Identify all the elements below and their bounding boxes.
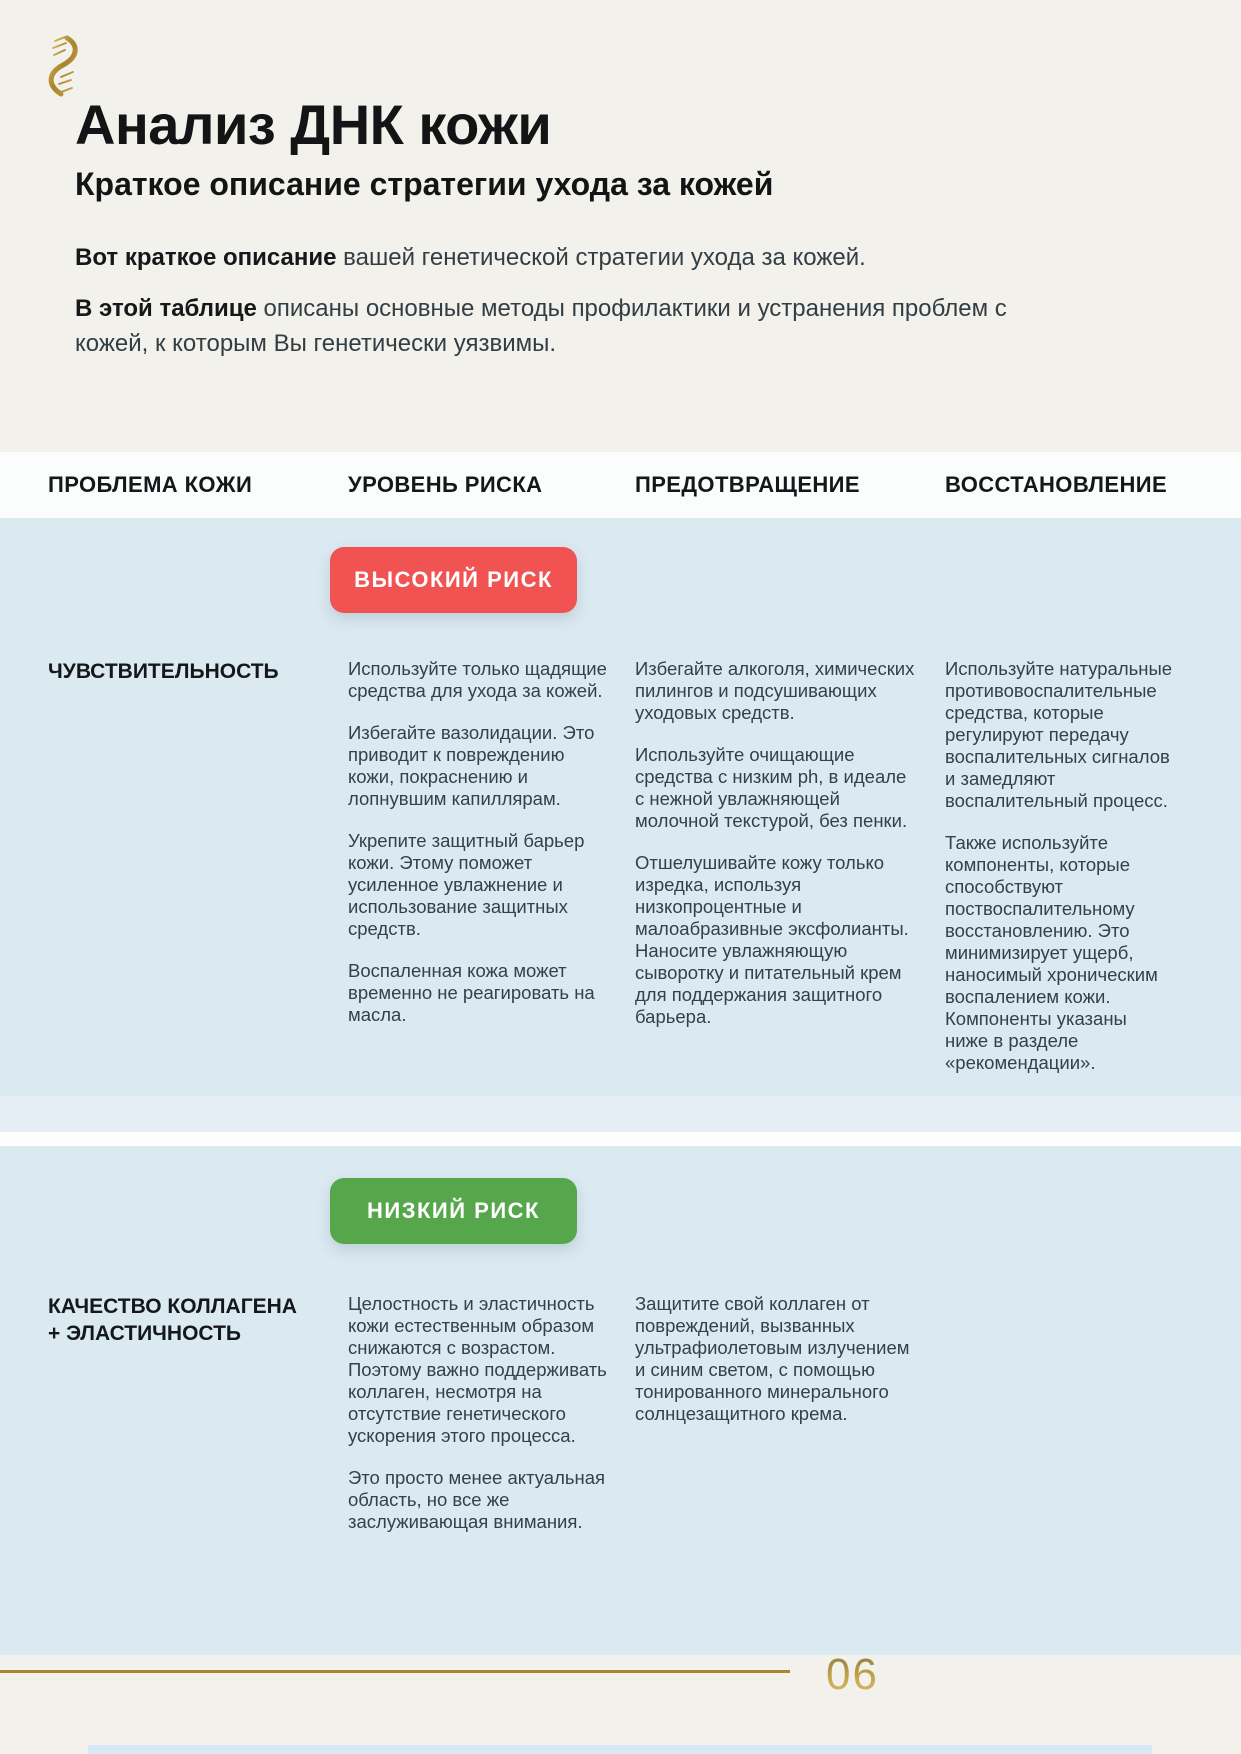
badge-row	[0, 518, 1241, 613]
advice-paragraph: Это просто менее актуальная область, но все же заслуживающая внимания.	[348, 1467, 606, 1532]
risk-advice-cell	[330, 658, 635, 1074]
intro-lead: В этой таблице	[75, 295, 257, 322]
risk-advice-cell	[330, 1293, 635, 1533]
table-row	[0, 1293, 1241, 1533]
advice-paragraph: Используйте только щадящие средства для ухода за кожей.	[348, 658, 607, 701]
section-divider-fade	[0, 1096, 1241, 1132]
column-header-recovery: ВОССТАНОВЛЕНИЕ	[945, 472, 1168, 497]
risk-badge-high	[330, 547, 577, 613]
recovery-paragraph: Также используйте компоненты, которые способствуют поствоспалительному восстановлению. Это минимизирует ущерб, наносимый хроническим воспалением кожи. Компоненты указаны ниже в разделе «рекомендации».	[945, 832, 1158, 1073]
prevention-paragraph: Избегайте алкоголя, химических пилингов и подсушивающих уходовых средств.	[635, 658, 915, 723]
risk-badge-low	[330, 1178, 577, 1244]
footer-gold-line	[0, 1670, 790, 1673]
column-header-prevention: ПРЕДОТВРАЩЕНИЕ	[635, 472, 860, 497]
column-header-problem: ПРОБЛЕМА КОЖИ	[48, 472, 253, 497]
recovery-paragraph: Используйте натуральные противовоспалительные средства, которые регулируют передачу воспалительных сигналов и замедляют воспалительный процесс.	[945, 658, 1173, 811]
advice-paragraph: Целостность и эластичность кожи естественным образом снижаются с возрастом. Поэтому важно поддерживать коллаген, несмотря на отсутствие генетического ускорения этого процесса.	[348, 1293, 607, 1446]
recovery-cell-empty	[945, 1293, 1201, 1533]
page-subtitle: Краткое описание стратегии ухода за кожей	[75, 166, 774, 202]
prevention-paragraph: Защитите свой коллаген от повреждений, вызванных ультрафиолетовым излучением и синим светом, с помощью тонированного минерального солнцезащитного крема.	[635, 1293, 910, 1424]
table-header-row	[0, 452, 1241, 518]
intro-rest: описаны основные методы профилактики и устранения проблем с кожей, к которым Вы генетически уязвимы.	[75, 295, 1007, 357]
advice-paragraph: Воспаленная кожа может временно не реагировать на масла.	[348, 960, 595, 1025]
page-number: 06	[826, 1650, 879, 1699]
risk-section-high	[0, 518, 1241, 1096]
page-title: Анализ ДНК кожи	[75, 93, 552, 156]
table-row	[0, 658, 1241, 1074]
section-gap	[0, 1132, 1241, 1146]
risk-badge-label: НИЗКИЙ РИСК	[367, 1198, 540, 1223]
prevention-paragraph: Используйте очищающие средства с низким ph, в идеале с нежной увлажняющей молочной текстурой, без пенки.	[635, 744, 908, 831]
problem-label: КАЧЕСТВО КОЛЛАГЕНА + ЭЛАСТИЧНОСТЬ	[48, 1295, 297, 1346]
intro-rest: вашей генетической стратегии ухода за кожей.	[336, 244, 866, 271]
advice-paragraph: Укрепите защитный барьер кожи. Этому поможет усиленное увлажнение и использование защитных средств.	[348, 830, 585, 939]
bottom-accent-bar	[88, 1745, 1152, 1754]
problem-label: ЧУВСТВИТЕЛЬНОСТЬ	[48, 660, 279, 683]
prevention-paragraph: Отшелушивайте кожу только изредка, используя низкопроцентные и малоабразивные эксфолианты. Наносите увлажняющую сыворотку и питательный крем для поддержания защитного барьера.	[635, 852, 909, 1027]
badge-row	[0, 1146, 1241, 1244]
page-header	[0, 0, 1241, 452]
page-footer	[0, 1650, 1241, 1754]
risk-badge-label: ВЫСОКИЙ РИСК	[354, 567, 553, 592]
intro-paragraph	[75, 292, 1055, 362]
recovery-cell	[945, 658, 1201, 1074]
intro-paragraph	[75, 241, 1135, 276]
advice-paragraph: Избегайте вазолидации. Это приводит к повреждению кожи, покраснению и лопнувшим капиллярам.	[348, 722, 595, 809]
prevention-cell	[635, 658, 945, 1074]
prevention-cell	[635, 1293, 945, 1533]
column-header-risk-level: УРОВЕНЬ РИСКА	[348, 472, 543, 497]
risk-section-low	[0, 1146, 1241, 1655]
intro-lead: Вот краткое описание	[75, 244, 337, 271]
